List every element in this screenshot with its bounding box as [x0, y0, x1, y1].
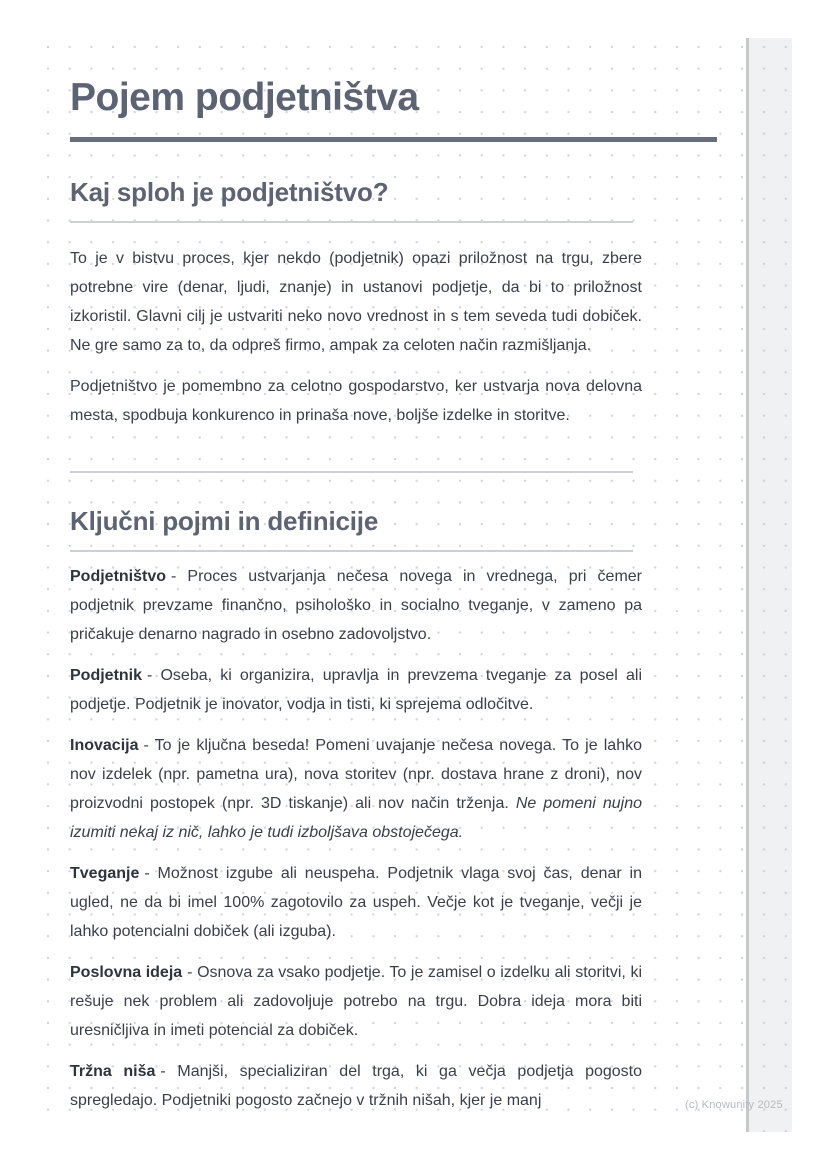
definition-term: Tržna niša — [70, 1063, 156, 1080]
definition-text: - To je ključna beseda! Pomeni uvajanje nečesa novega. To je lahko nov izdelek (npr. pametna ura), nova storitev (npr. dostava hrane z droni), nov proizvodni postopek (npr. 3D tiskanje) ali nov način trženja. — [70, 737, 642, 812]
definition-item — [70, 661, 642, 719]
paragraph: Podjetništvo je pomembno za celotno gospodarstvo, ker ustvarja nova delovna mesta, spodbuja konkurenco in prinaša nove, boljše izdelke in storitve. — [70, 378, 642, 424]
definition-term: Tveganje — [70, 865, 140, 882]
definition-item — [70, 731, 642, 847]
paragraph: To je v bistvu proces, kjer nekdo (podjetnik) opazi priložnost na trgu, zbere potrebne vire (denar, ljudi, znanje) in ustanovi podjetje, da bi to priložnost izkoristil. Glavni cilj je ustvariti neko novo vrednost in s tem seveda tudi dobiček. Ne gre samo za to, da odpreš firmo, ampak za celoten način razmišljanja. — [70, 250, 642, 354]
definition-item — [70, 562, 642, 649]
next-page-edge-strip — [749, 38, 792, 1132]
intro-paragraphs — [70, 244, 642, 430]
title-underline-rule — [70, 137, 717, 142]
heading-underline-2 — [70, 550, 633, 552]
definition-text: - Oseba, ki organizira, upravlja in prevzema tveganje za posel ali podjetje. Podjetnik je inovator, vodja in tisti, ki sprejema odločitve. — [70, 667, 642, 713]
heading-underline-1 — [70, 221, 633, 223]
definition-term: Podjetnik — [70, 667, 143, 684]
definition-italic-note: Ne pomeni nujno izumiti nekaj iz nič, lahko je tudi izboljšava obstoječega. — [70, 795, 643, 841]
section-heading-key-terms: Ključni pojmi in definicije — [70, 506, 379, 536]
section-divider — [70, 471, 633, 473]
notes-page — [45, 40, 747, 1116]
copyright-watermark: (c) Knowunity 2025 — [685, 1099, 783, 1111]
definition-text: - Možnost izgube ali neuspeha. Podjetnik vlaga svoj čas, denar in ugled, ne da bi imel 100% zagotovilo za uspeh. Večje kot je tveganje, večji je lahko potencialni dobiček (ali izguba). — [70, 865, 642, 940]
definition-item — [70, 859, 642, 946]
definition-term: Podjetništvo — [70, 568, 167, 585]
definition-text: - Manjši, specializiran del trga, ki ga večja podjetja pogosto spregledajo. Podjetniki pogosto začnejo v tržnih nišah, kjer je manj — [70, 1063, 643, 1109]
definition-term: Inovacija — [70, 737, 139, 754]
definition-item — [70, 1057, 642, 1115]
definition-text: - Osnova za vsako podjetje. To je zamisel o izdelku ali storitvi, ki rešuje nek problem ali zadovoljuje potrebo na trgu. Dobra ideja mora biti uresničljiva in imeti potencial za dobiček. — [70, 964, 642, 1039]
definitions-list — [70, 562, 642, 1115]
definition-term: Poslovna ideja — [70, 964, 183, 981]
definition-text: - Proces ustvarjanja nečesa novega in vrednega, pri čemer podjetnik prevzame finančno, psihološko in socialno tveganje, v zameno pa pričakuje denarno nagrado in osebno zadovoljstvo. — [70, 568, 642, 643]
page-title: Pojem podjetništva — [70, 76, 419, 119]
definition-item — [70, 958, 642, 1045]
section-heading-what-is-entrepreneurship: Kaj sploh je podjetništvo? — [70, 177, 389, 207]
